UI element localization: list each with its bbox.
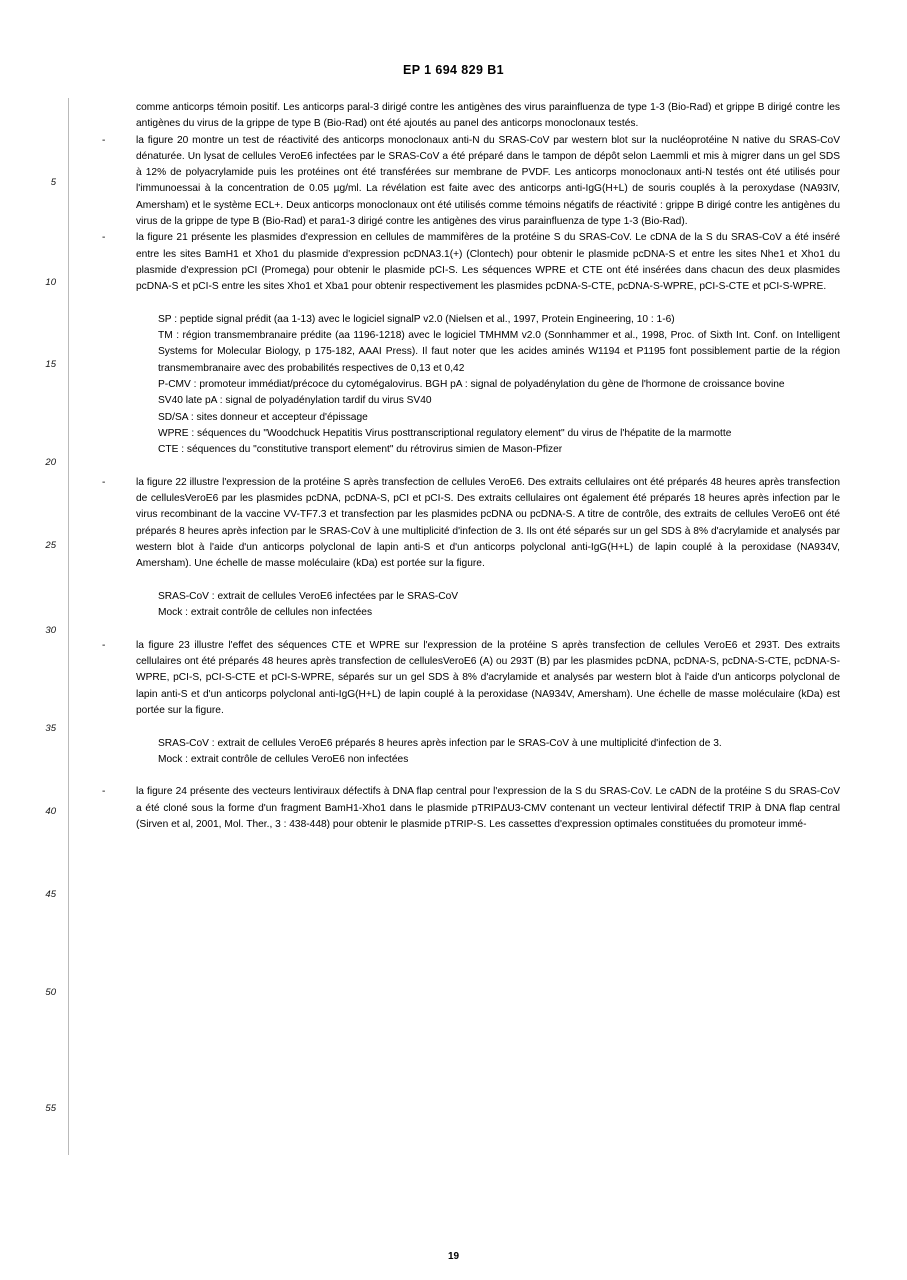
definition-tm: TM : région transmembranaire prédite (aa 1196-1218) avec le logiciel TMHMM v2.0 (Sonnhammer et al., 1998, Proc. of Sixth Int. Conf. on Intelligent Systems for Molecular Biology, p 175-182, AAAI Press). Il faut noter que les acides aminés W1194 et P1195 font possiblement partie de la région transmembranaire avec des probabilités respectives de 0,13 et 0,42: [158, 330, 840, 374]
line-number: 45: [45, 889, 56, 900]
line-number: 30: [45, 625, 56, 636]
definition-sp: SP : peptide signal prédit (aa 1-13) avec le logiciel signalP v2.0 (Nielsen et al., 1997, Protein Engineering, 10 : 1-6): [158, 313, 675, 325]
spacer: [100, 719, 840, 735]
gutter-divider: [68, 98, 69, 1155]
line-number-gutter: [0, 98, 68, 1158]
spacer: [100, 768, 840, 784]
bullet-dash-icon: -: [102, 232, 106, 244]
definition-sdsa: SD/SA : sites donneur et accepteur d'épissage: [158, 411, 368, 423]
spacer: [100, 573, 840, 589]
definition-pcmv: P-CMV : promoteur immédiat/précoce du cytomégalovirus. BGH pA : signal de polyadénylation du gène de l'hormone de croissance bovine: [158, 379, 785, 391]
definitions-block: [100, 312, 840, 459]
paragraph-figure-23: la figure 23 illustre l'effet des séquences CTE et WPRE sur l'expression de la protéine S après transfection de cellules VeroE6 et 293T. Des extraits cellulaires ont été préparés 48 heures après transfection de cellulesVeroE6 (A) ou 293T (B) par les plasmides pcDNA, pcDNA-S, pcDNA-S-CTE, pcDNA-S-WPRE, pCI-S, pCI-S-CTE et pCI-S-WPRE, séparés sur un gel SDS à 8% d'acrylamide et analysés par western blot à l'aide d'un anticorps polyclonal de lapin anti-S et d'un anticorps polyclonal anti-IgG(H+L) de lapin couplé à la peroxidase (NA934V, Amersham). Une échelle de masse moléculaire (kDa) est portée sur la figure.: [136, 639, 840, 716]
bullet-dash-icon: -: [102, 639, 106, 651]
list-item-figure-21: [100, 230, 840, 295]
spacer: [100, 622, 840, 638]
line-number: 10: [45, 277, 56, 288]
paragraph-figure-21: la figure 21 présente les plasmides d'expression en cellules de mammifères de la protéine S du SRAS-CoV. Le cDNA de la S du SRAS-CoV a été inséré entre les sites BamH1 et Xho1 du plasmide d'expression pcDNA3.1(+) (Clontech) pour obtenir le plasmide pcDNA-S et entre les sites Nhe1 et Xho1 du plasmide d'expression pCI (Promega) pour obtenir le plasmide pCI-S. Les séquences WPRE et CTE ont été insérées dans chacun des deux plasmides pcDNA-S et pCI-S entre les sites Xho1 et Xba1 pour obtenir respectivement les plasmides pcDNA-S-CTE, pcDNA-S-WPRE, pCI-S-CTE et pCI-S-WPRE.: [136, 232, 840, 293]
list-item-figure-22: [100, 475, 840, 573]
bullet-dash-icon: -: [102, 786, 106, 798]
legend-sras-cov: SRAS-CoV : extrait de cellules VeroE6 préparés 8 heures après infection par le SRAS-CoV à une multiplicité d'infection de 3.: [158, 737, 722, 749]
page-header: EP 1 694 829 B1: [403, 63, 504, 77]
legend-mock: Mock : extrait contrôle de cellules VeroE6 non infectées: [158, 753, 409, 765]
spacer: [100, 459, 840, 475]
list-item-figure-23: [100, 638, 840, 719]
line-number: 15: [45, 359, 56, 370]
line-number: 55: [45, 1103, 56, 1114]
line-number: 5: [50, 177, 56, 188]
line-number: 25: [45, 540, 56, 551]
list-item-figure-20: [100, 133, 840, 231]
paragraph-figure-24: la figure 24 présente des vecteurs lentiviraux défectifs à DNA flap central pour l'expression de la S du SRAS-CoV. Le cADN de la protéine S du SRAS-CoV a été cloné sous la forme d'un fragment BamH1-Xho1 dans le plasmide pTRIPΔU3-CMV contenant un vecteur lentiviral défectif TRIP à DNA flap central (Sirven et al, 2001, Mol. Ther., 3 : 438-448) pour obtenir le plasmide pTRIP-S. Les cassettes d'expression optimales constituées du promoteur immé-: [136, 786, 840, 831]
bullet-dash-icon: -: [102, 476, 106, 488]
definition-cte: CTE : séquences du "constitutive transport element" du rétrovirus simien de Mason-Pfizer: [158, 444, 563, 456]
page-number: 19: [447, 1251, 460, 1262]
line-number: 40: [45, 806, 56, 817]
definition-wpre: WPRE : séquences du "Woodchuck Hepatitis Virus posttranscriptional regulatory element" du virus de l'hépatite de la marmotte: [158, 427, 732, 439]
legend-sras-cov: SRAS-CoV : extrait de cellules VeroE6 infectées par le SRAS-CoV: [158, 590, 459, 602]
line-number: 50: [45, 987, 56, 998]
spacer: [100, 296, 840, 312]
body-column: [100, 100, 840, 833]
line-number: 35: [45, 723, 56, 734]
legend-figure-23: [100, 736, 840, 769]
paragraph-figure-20: la figure 20 montre un test de réactivité des anticorps monoclonaux anti-N du SRAS-CoV par western blot sur la nucléoprotéine N native du SRAS-CoV dénaturée. Un lysat de cellules VeroE6 infectées par le SRAS-CoV a été préparé dans le tampon de dépôt selon Laemmli et mis à migrer dans un gel SDS à 12% de polyacrylamide puis les protéines ont été transférées sur membrane de PVDF. Les anticorps monoclonaux anti-N testés ont été utilisés pour l'immunoessai à la concentration de 0.05 µg/ml. La révélation est faite avec des anticorps anti-IgG(H+L) de souris couplés à la peroxydase (NA93IV, Amersham) et le système ECL+. Deux anticorps monoclonaux ont été utilisés comme témoins négatifs de réactivité : grippe B dirigé contre les antigènes du virus de la grippe de type B (Bio-Rad) et para1-3 dirigé contre les antigènes des virus parainfluenza de type 1-3 (Bio-Rad).: [136, 134, 840, 228]
legend-figure-22: [100, 589, 840, 622]
paragraph-figure-22: la figure 22 illustre l'expression de la protéine S après transfection de cellules VeroE6. Des extraits cellulaires ont été préparés 48 heures après transfection de cellulesVeroE6 par les plasmides pcDNA, pcDNA-S, pCI et pCI-S. Des extraits cellulaires ont également été préparés 18 heures après infection par le virus recombinant de la vaccine VV-TF7.3 et transfection par les plasmides pcDNA ou pcDNA-S. A titre de contrôle, des extraits de cellules VeroE6 ont été préparés 8 heures après infection par le SRAS-CoV à une multiplicité d'infection de 3. Ils ont été séparés sur un gel SDS à 8% d'acrylamide et analysés par western blot à l'aide d'un anticorps polyclonal de lapin anti-S et d'un anticorps polyclonal anti-IgG(H+L) de lapin couplé à la peroxidase (NA934V, Amersham). Une échelle de masse moléculaire (kDa) est portée sur la figure.: [136, 476, 840, 570]
line-number: 20: [45, 457, 56, 468]
legend-mock: Mock : extrait contrôle de cellules non infectées: [158, 607, 373, 619]
definition-sv40: SV40 late pA : signal de polyadénylation tardif du virus SV40: [158, 395, 432, 407]
list-item-figure-24: [100, 784, 840, 833]
bullet-dash-icon: -: [102, 134, 106, 146]
paragraph-intro: comme anticorps témoin positif. Les anticorps paral-3 dirigé contre les antigènes des virus parainfluenza de type 1-3 (Bio-Rad) et grippe B dirigé contre les antigènes du virus de la grippe de type B (Bio-Rad) ont été ajoutés au panel des anticorps monoclonaux testés.: [136, 102, 840, 130]
